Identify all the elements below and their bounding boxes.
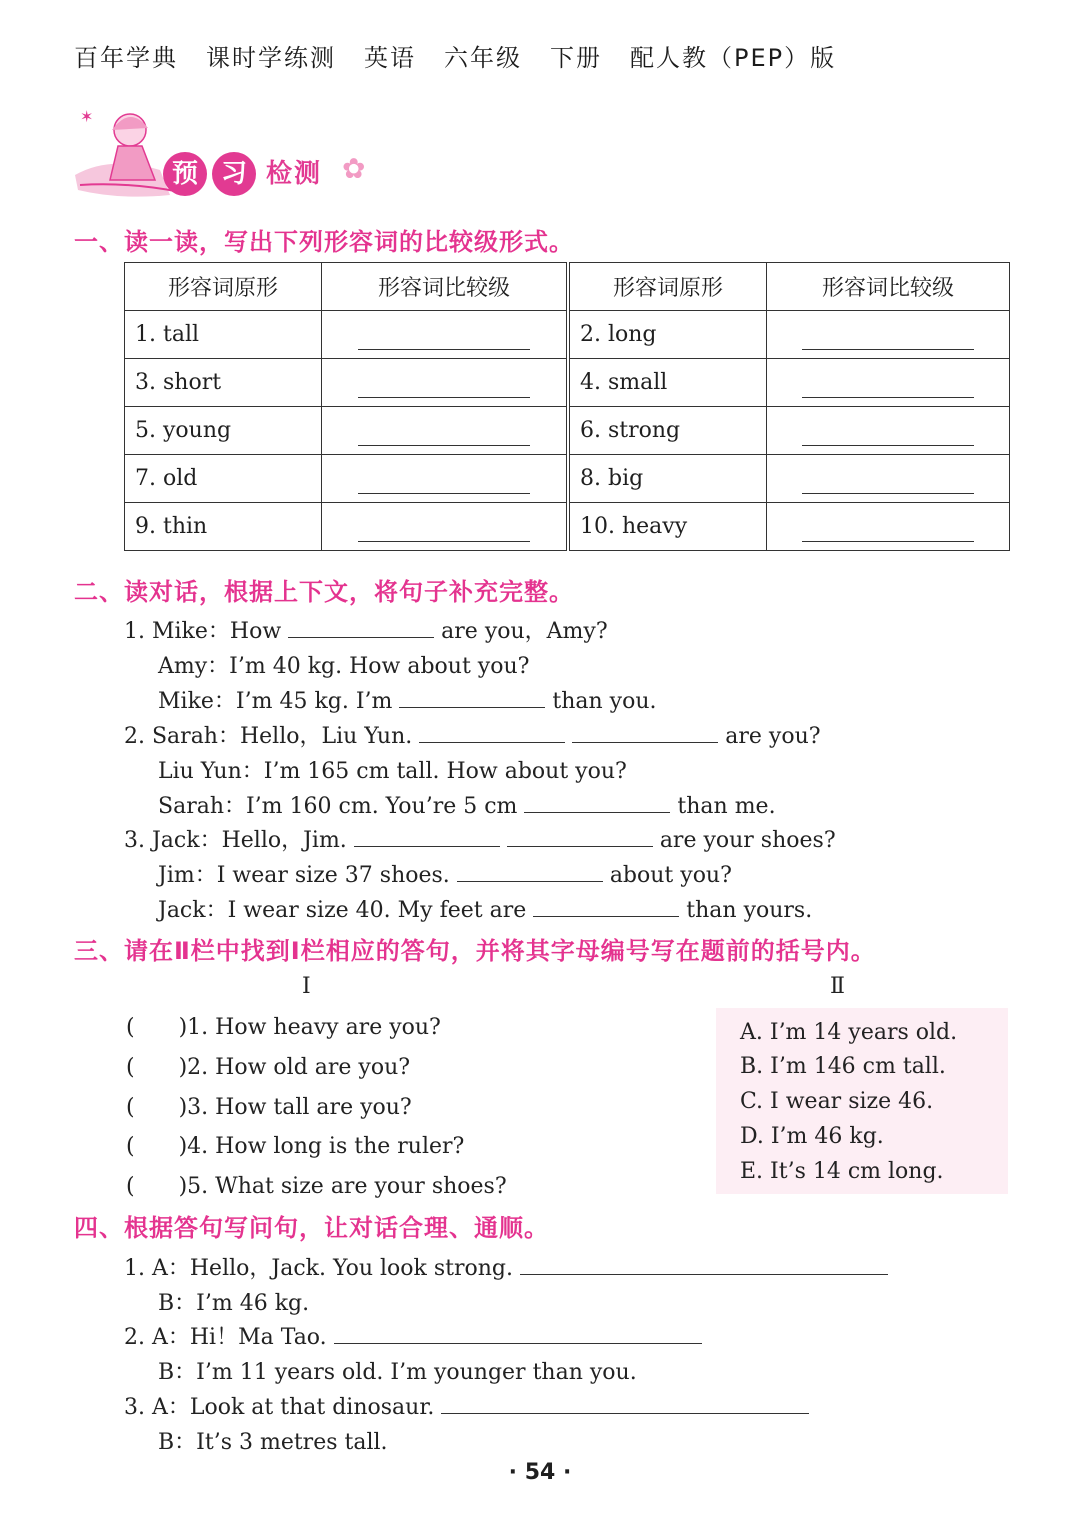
answer-blank[interactable]: [520, 1254, 888, 1275]
adjective-word: 3. short: [125, 359, 322, 407]
answer-blank[interactable]: [358, 425, 530, 446]
adjective-word: 5. young: [125, 407, 322, 455]
page-number: · 54 ·: [508, 1460, 572, 1485]
answer-blank[interactable]: [802, 425, 974, 446]
header-comparative: 形容词比较级: [322, 263, 569, 311]
answer-blank[interactable]: [358, 377, 530, 398]
adjective-word: 10. heavy: [568, 503, 767, 551]
answer-blank[interactable]: [802, 329, 974, 350]
logo-badge-preview: 预: [163, 152, 207, 196]
header-subject: 英语: [364, 44, 416, 72]
answer-bracket[interactable]: ( ): [126, 1055, 188, 1080]
header-comparative: 形容词比较级: [767, 263, 1010, 311]
header-base-form: 形容词原形: [125, 263, 322, 311]
dialog-line: Sarah：I’m 160 cm. You’re 5 cm than me.: [158, 794, 776, 819]
dialog-line: 1. A：Hello，Jack. You look strong.: [124, 1251, 888, 1282]
match-answer: C. I wear size 46.: [740, 1089, 934, 1114]
match-question: ( )1. How heavy are you?: [126, 1015, 441, 1040]
table-row: [125, 359, 1010, 407]
dialog-line: Mike：I’m 45 kg. I’m than you.: [158, 689, 657, 714]
answer-blank[interactable]: [802, 473, 974, 494]
answer-blank[interactable]: [334, 1323, 702, 1344]
dialog-line: B：I’m 46 kg.: [158, 1291, 310, 1316]
adjective-word: 7. old: [125, 455, 322, 503]
dialog-line: Jack：I wear size 40. My feet are than yours.: [158, 898, 813, 923]
answer-blank[interactable]: [802, 377, 974, 398]
answer-blank[interactable]: [441, 1393, 809, 1414]
header-book: 百年学典: [74, 44, 178, 72]
answer-blank[interactable]: [419, 722, 565, 743]
answer-blank[interactable]: [358, 473, 530, 494]
table-row: [125, 503, 1010, 551]
answer-bracket[interactable]: ( ): [126, 1174, 188, 1199]
adjective-word: 9. thin: [125, 503, 322, 551]
header-edition: 配人教（PEP）版: [630, 44, 837, 72]
header-series: 课时学练测: [206, 44, 336, 72]
dialog-line: B：I’m 11 years old. I’m younger than you.: [158, 1360, 637, 1385]
answer-blank[interactable]: [802, 521, 974, 542]
match-question: ( )3. How tall are you?: [126, 1095, 412, 1120]
header-base-form: 形容词原形: [568, 263, 767, 311]
section-2-title: 二、读对话，根据上下文，将句子补充完整。: [74, 578, 574, 606]
adjective-word: 6. strong: [568, 407, 767, 455]
logo-badge-study: 习: [212, 152, 256, 196]
match-answer: E. It’s 14 cm long.: [740, 1159, 944, 1184]
section-4-title: 四、根据答句写问句，让对话合理、通顺。: [74, 1214, 549, 1242]
answer-blank[interactable]: [533, 896, 679, 917]
svg-text:✶: ✶: [80, 107, 94, 126]
match-answer: B. I’m 146 cm tall.: [740, 1054, 946, 1079]
adjective-word: 2. long: [568, 311, 767, 359]
adjective-word: 4. small: [568, 359, 767, 407]
table-row: [125, 455, 1010, 503]
answer-blank[interactable]: [399, 687, 545, 708]
match-question: ( )5. What size are your shoes?: [126, 1174, 507, 1199]
answer-blank[interactable]: [572, 722, 718, 743]
dialog-line: Liu Yun：I’m 165 cm tall. How about you?: [158, 759, 627, 784]
answer-blank[interactable]: [358, 521, 530, 542]
answer-blank[interactable]: [354, 826, 500, 847]
match-question: ( )2. How old are you?: [126, 1055, 411, 1080]
logo-title-text: 检测: [266, 159, 323, 189]
dialog-line: Jim：I wear size 37 shoes. about you?: [158, 863, 732, 888]
answer-bracket[interactable]: ( ): [126, 1095, 188, 1120]
column-1-heading: Ⅰ: [302, 974, 311, 999]
svg-text:✿: ✿: [342, 152, 366, 185]
answer-blank[interactable]: [457, 861, 603, 882]
dialog-line: 2. A：Hi！Ma Tao.: [124, 1320, 702, 1351]
answer-bracket[interactable]: ( ): [126, 1015, 188, 1040]
table-row: [125, 407, 1010, 455]
column-2-heading: Ⅱ: [830, 974, 845, 999]
adjective-word: 1. tall: [125, 311, 322, 359]
answer-blank[interactable]: [507, 826, 653, 847]
header-grade: 六年级: [444, 44, 522, 72]
match-question: ( )4. How long is the ruler?: [126, 1134, 465, 1159]
section-3-title: 三、请在Ⅱ栏中找到Ⅰ栏相应的答句，并将其字母编号写在题前的括号内。: [74, 937, 876, 965]
adjective-table: [124, 262, 1010, 551]
match-answer: A. I’m 14 years old.: [740, 1020, 958, 1045]
dialog-line: 2. Sarah：Hello，Liu Yun. are you?: [124, 724, 821, 749]
answer-bracket[interactable]: ( ): [126, 1134, 188, 1159]
dialog-line: 3. A：Look at that dinosaur.: [124, 1390, 809, 1421]
match-answer: D. I’m 46 kg.: [740, 1124, 884, 1149]
answer-blank[interactable]: [288, 617, 434, 638]
dialog-line: Amy：I’m 40 kg. How about you?: [158, 654, 530, 679]
dialog-line: B：It’s 3 metres tall.: [158, 1430, 388, 1455]
page-header: [74, 38, 864, 73]
table-row: [125, 311, 1010, 359]
header-volume: 下册: [550, 44, 602, 72]
adjective-word: 8. big: [568, 455, 767, 503]
dialog-line: 1. Mike：How are you，Amy?: [124, 619, 608, 644]
dialog-line: 3. Jack：Hello，Jim. are your shoes?: [124, 828, 836, 853]
answer-blank[interactable]: [524, 792, 670, 813]
section-1-title: 一、读一读，写出下列形容词的比较级形式。: [74, 228, 574, 256]
answer-blank[interactable]: [358, 329, 530, 350]
